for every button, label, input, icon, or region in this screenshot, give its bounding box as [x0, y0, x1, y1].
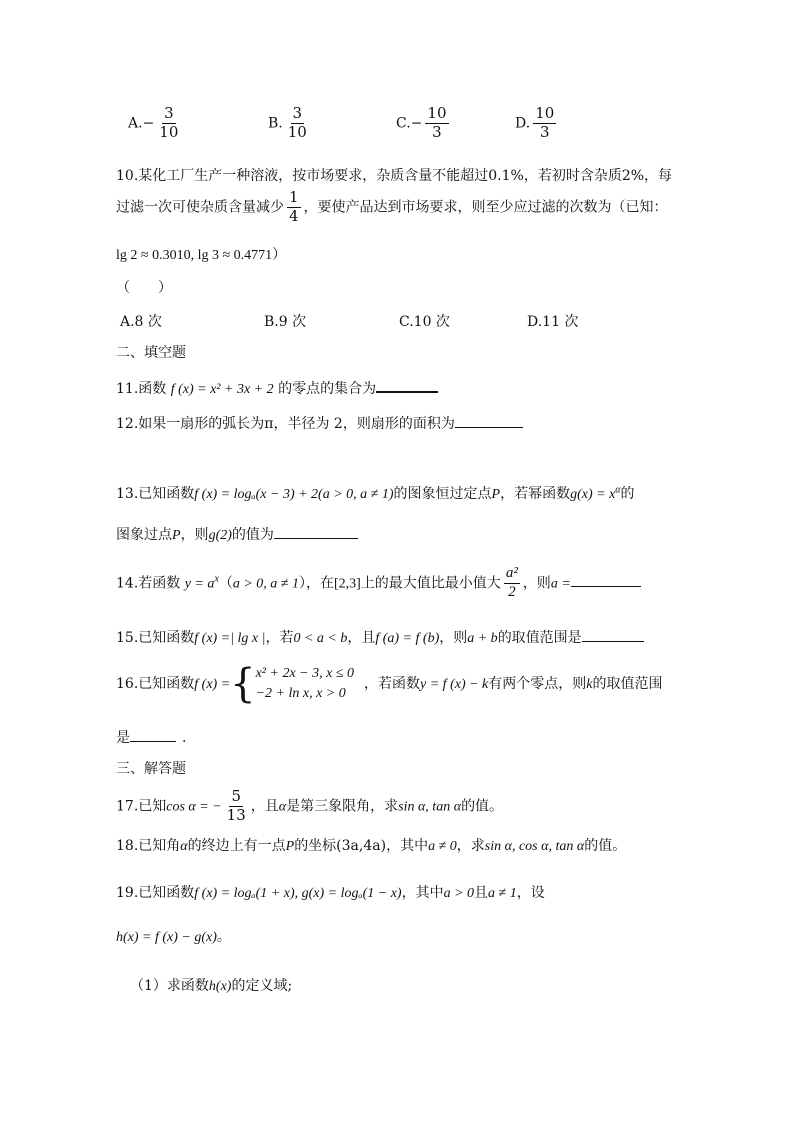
q14-answer-blank[interactable] — [571, 572, 641, 587]
q16-line2: 是 . — [116, 727, 186, 747]
q9-option-a-fraction: $\frac{3}{10}$ — [159, 104, 179, 141]
q9-option-d: D. $\frac{10}{3}$ — [515, 104, 555, 141]
q13-answer-blank[interactable] — [274, 524, 358, 539]
q9-option-c-fraction: $\frac{10}{3}$ — [427, 104, 447, 141]
q10-option-b: B.9 次 — [264, 314, 307, 330]
q14: 14.若函数 $y = a^x(a > 0$, a ≠ 1），在[2,3]上的最大值比最小值大 $\frac{\text{a²}}{2}$ ，则a = — [116, 566, 641, 601]
q14-fraction: $\frac{\text{a²}}{2}$ — [505, 565, 518, 600]
q11: 11.函数 f (x) = x² + 3x + 2 的零点的集合为 — [116, 377, 438, 398]
section-solution-title: 三、解答题 — [116, 761, 186, 777]
q10-line3: lg 2 ≈ 0.3010, lg 3 ≈ 0.4771） — [116, 248, 287, 263]
q10-fraction: $\frac{1}{4}$ — [289, 188, 299, 225]
q13-line2: 图象过点P，则g(2)的值为 — [116, 524, 358, 544]
q9-option-a: A.− $\frac{3}{10}$ — [128, 104, 179, 141]
q17-fraction: $\frac{5}{13}$ — [226, 787, 246, 824]
q10-option-a: A.8 次 — [120, 314, 162, 330]
q19-subquestion-1: （1）求函数h(x)的定义域; — [130, 978, 293, 994]
q17: 17.已知cos α = − $\frac{5}{13}$ ，且α是第三象限角，求sin α, tan α的值。 — [116, 787, 504, 824]
q12-answer-blank[interactable] — [455, 413, 523, 428]
q10-line2: 过滤一次可使杂质含量减少 $\frac{1}{4}$ ，要使产品达到市场要求，则至少应过滤的次数为（已知： — [116, 188, 668, 225]
q19-line1: 19.已知函数f (x) = logₐ(1 + x), g(x) = logₐ(1 − x)，其中a > 0且a ≠ 1，设 — [116, 885, 545, 901]
q10-answer-paren: （ ） — [116, 280, 172, 296]
q15-answer-blank[interactable] — [582, 627, 644, 642]
q18: 18.已知角α的终边上有一点P的坐标(3a,4a)，其中a ≠ 0，求sin α, cos α, tan α的值。 — [116, 838, 627, 854]
q10-option-d: D.11 次 — [527, 314, 579, 330]
q15: 15.已知函数f (x) =| lg x |，若0 < a < b，且f (a) = f (b)，则a + b的取值范围是 — [116, 627, 644, 647]
q16-answer-blank[interactable] — [130, 727, 176, 742]
piecewise-cases: x² + 2x − 3, x ≤ 0 −2 + ln x, x > 0 — [255, 666, 355, 701]
q10-line1: 10.某化工厂生产一种溶液，按市场要求，杂质含量不能超过0.1%，若初时含杂质2%，每 — [116, 168, 673, 184]
q13-line1: 13.已知函数f (x) = logₐ(x − 3) + 2(a > 0, a ≠ 1)的图象恒过定点P，若幂函数$g(x) = x^\alpha$的 — [116, 484, 635, 502]
q10-option-c: C.10 次 — [399, 314, 450, 330]
q9-option-b-fraction: $\frac{3}{10}$ — [287, 104, 307, 141]
q9-option-c: C.− $\frac{10}{3}$ — [396, 104, 447, 141]
q11-answer-blank[interactable] — [376, 377, 438, 393]
q9-option-b: B. $\frac{3}{10}$ — [268, 104, 307, 141]
q9-option-d-fraction: $\frac{10}{3}$ — [535, 104, 555, 141]
section-fill-in-title: 二、填空题 — [116, 345, 186, 361]
q12: 12.如果一扇形的弧长为π，半径为 2，则扇形的面积为 — [116, 413, 523, 433]
piecewise-brace: { — [230, 661, 256, 707]
q16-line1: 16.已知函数f (x) ={ x² + 2x − 3, x ≤ 0 −2 + ln x, x > 0 ，若函数y = f (x) − k有两个零点，则k的取值范围 — [116, 661, 663, 707]
q19-line2: h(x) = f (x) − g(x)。 — [116, 929, 231, 945]
